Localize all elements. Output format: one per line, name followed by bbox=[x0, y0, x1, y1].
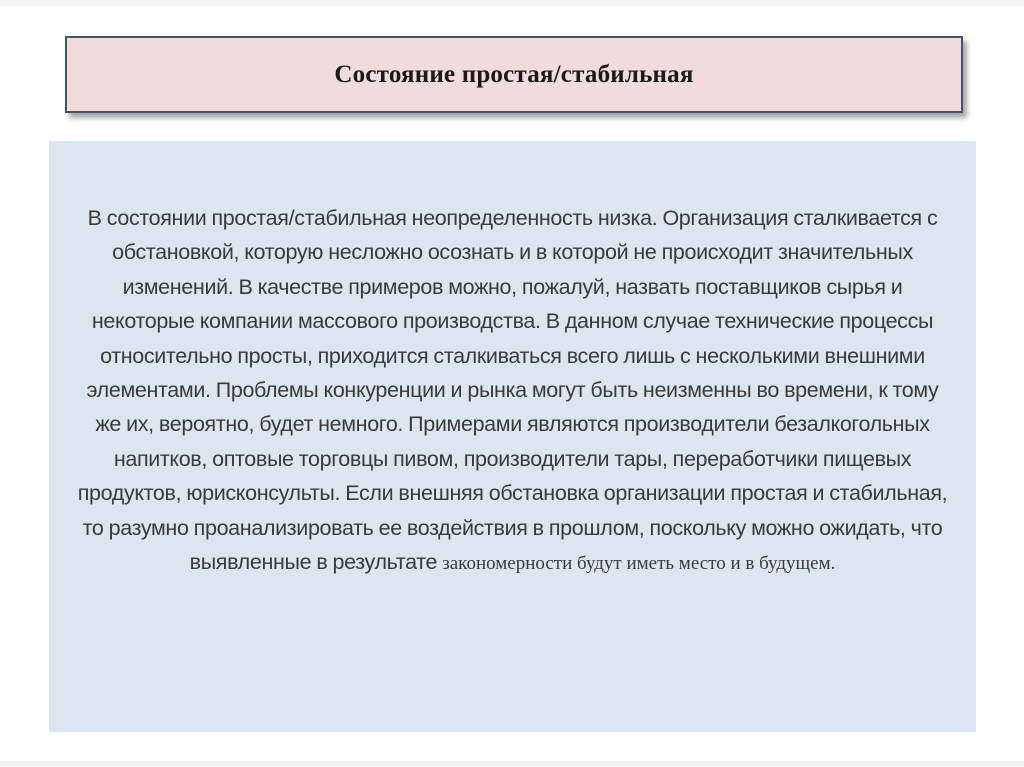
title-box bbox=[65, 36, 963, 113]
body-main-text: В состоянии простая/стабильная неопределенность низка. Организация сталкивается с обстановкой, которую несложно осознать и в которой не происходит значительных изменений. В качестве примеров можно, пожалуй, назвать поставщиков сырья и некоторые компании массового производства. В данном случае технические процессы относительно просты, приходится сталкиваться всего лишь с несколькими внешними элементами. Проблемы конкуренции и рынка могут быть неизменны во времени, к тому же их, вероятно, будет немного. Примерами являются производители безалкогольных напитков, оптовые торговцы пивом, производители тары, переработчики пищевых продуктов, юрисконсульты. Если внешняя обстановка организации простая и стабильная, то разумно проанализировать ее воздействия в прошлом, поскольку можно ожидать, что выявленные в результате bbox=[77, 206, 948, 575]
body-tail-text: закономерности будут иметь место и в будущем. bbox=[442, 553, 836, 575]
slide-bottom-border bbox=[0, 761, 1024, 767]
body-paragraph bbox=[77, 201, 948, 581]
content-box bbox=[49, 141, 976, 732]
slide-top-border bbox=[0, 0, 1024, 6]
slide-title: Состояние простая/стабильная bbox=[334, 60, 694, 88]
